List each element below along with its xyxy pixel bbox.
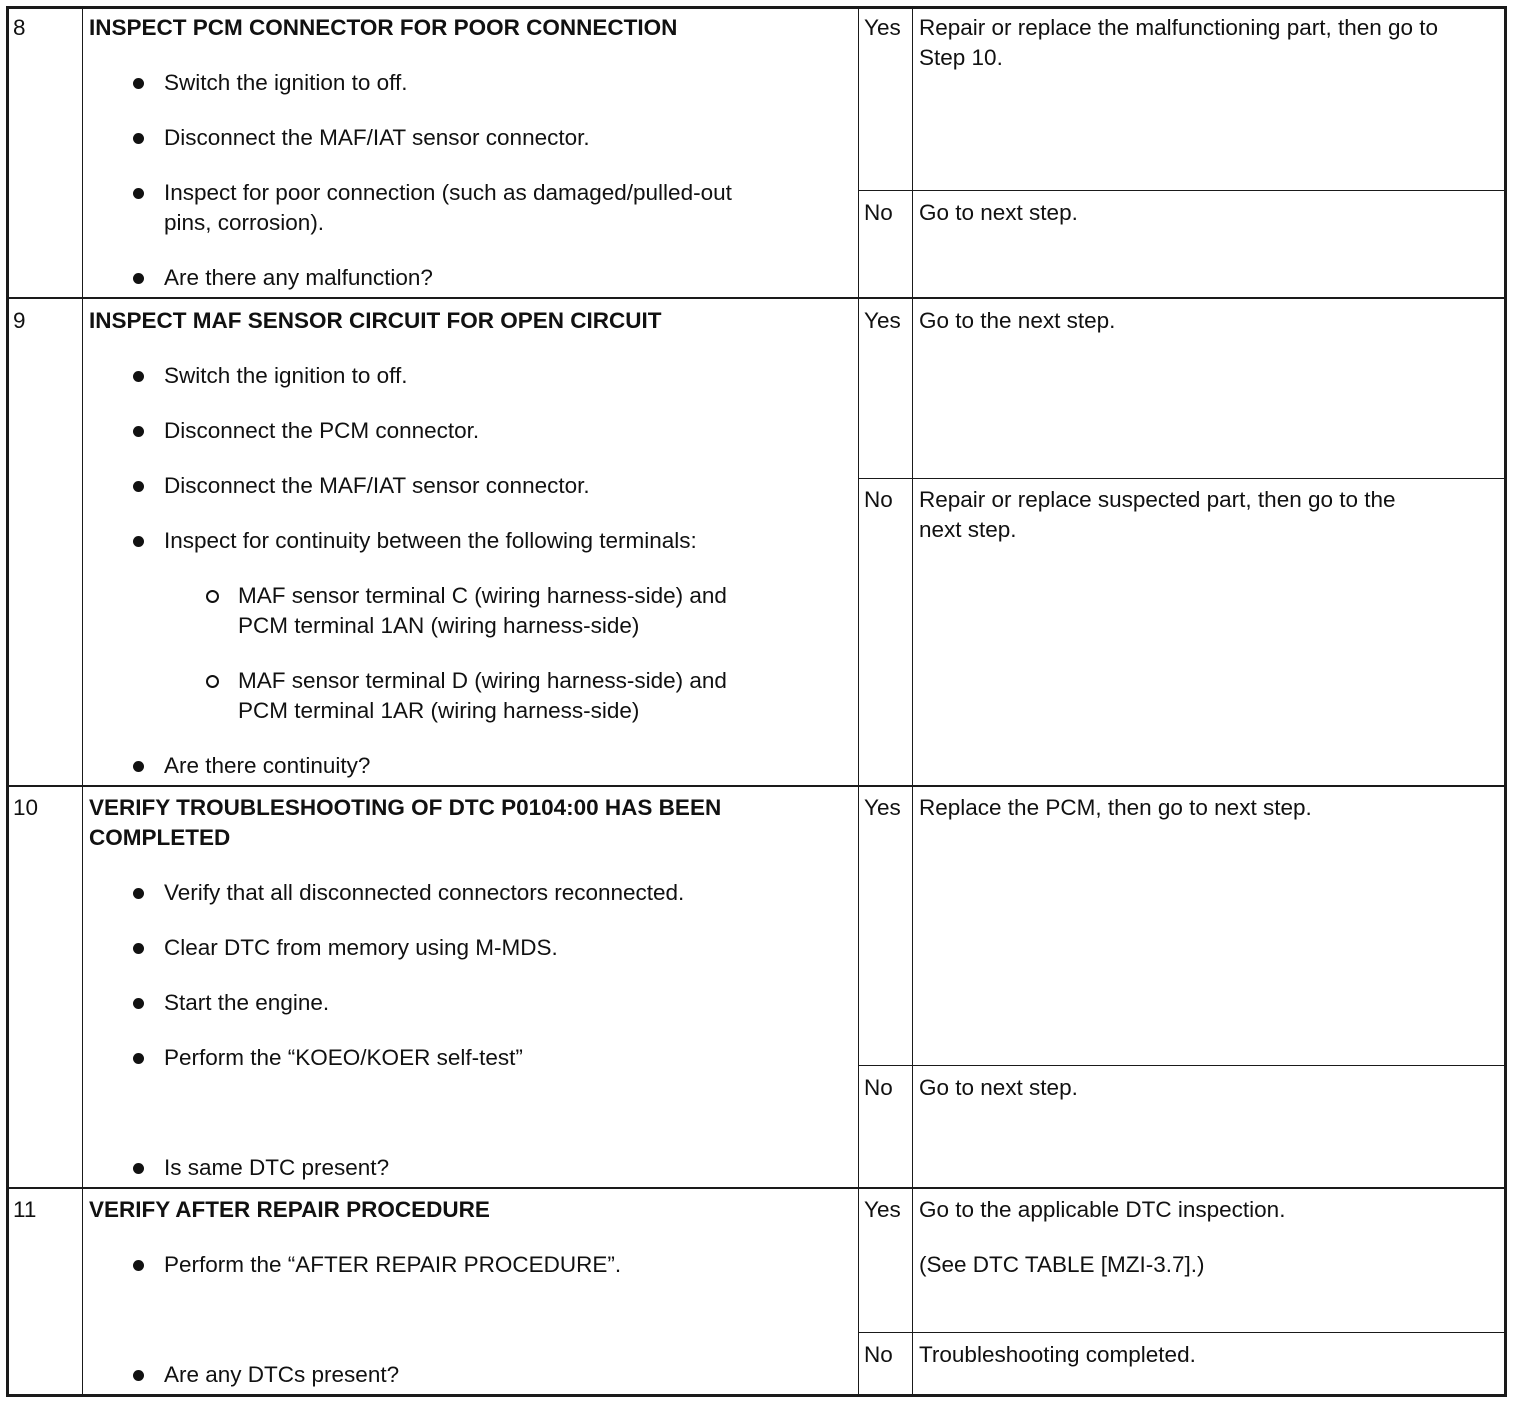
- bullet-icon: [133, 1260, 144, 1271]
- step-item: Are any DTCs present?: [164, 1362, 400, 1387]
- yes-no-divider-9: [858, 478, 1504, 479]
- bullet-icon: [133, 426, 144, 437]
- step-item: Verify that all disconnected connectors reconnected.: [164, 880, 685, 905]
- bullet-icon: [133, 998, 144, 1009]
- step-title: VERIFY AFTER REPAIR PROCEDURE: [89, 1197, 490, 1222]
- bullet-icon: [133, 78, 144, 89]
- no-action: Troubleshooting completed.: [919, 1342, 1196, 1367]
- step-number: 10: [13, 795, 39, 820]
- no-action: Go to next step.: [919, 1075, 1078, 1100]
- step-title: VERIFY TROUBLESHOOTING OF DTC P0104:00 HAS BEEN: [89, 795, 722, 820]
- step-number: 11: [13, 1197, 37, 1222]
- yes-action: Replace the PCM, then go to next step.: [919, 795, 1312, 820]
- yes-action: Go to the applicable DTC inspection.: [919, 1197, 1286, 1222]
- bullet-icon: [133, 943, 144, 954]
- bullet-icon: [133, 1163, 144, 1174]
- step-item: Are there continuity?: [164, 753, 371, 778]
- yes-label: Yes: [864, 15, 901, 40]
- step-item: Disconnect the PCM connector.: [164, 418, 480, 443]
- step-number: 9: [13, 308, 26, 333]
- no-action: Repair or replace suspected part, then go to the: [919, 487, 1396, 512]
- step-item: Clear DTC from memory using M-MDS.: [164, 935, 558, 960]
- row-divider-10-11: [9, 1187, 1504, 1189]
- bullet-icon: [133, 273, 144, 284]
- sub-bullet-icon: [206, 675, 219, 688]
- step-subitem: MAF sensor terminal C (wiring harness-side) and: [238, 583, 727, 608]
- yes-action-reference: (See DTC TABLE [MZI-3.7].): [919, 1252, 1205, 1277]
- yes-label: Yes: [864, 1197, 901, 1222]
- step-item: Switch the ignition to off.: [164, 363, 408, 388]
- step-subitem: MAF sensor terminal D (wiring harness-side) and: [238, 668, 727, 693]
- step-item: Switch the ignition to off.: [164, 70, 408, 95]
- step-item: Disconnect the MAF/IAT sensor connector.: [164, 473, 590, 498]
- step-item: Start the engine.: [164, 990, 330, 1015]
- bullet-icon: [133, 888, 144, 899]
- yes-action-continued: Step 10.: [919, 45, 1003, 70]
- yes-no-divider-8: [858, 190, 1504, 191]
- step-number: 8: [13, 15, 26, 40]
- no-label: No: [864, 1075, 893, 1100]
- yes-label: Yes: [864, 308, 901, 333]
- yes-no-divider-10: [858, 1065, 1504, 1066]
- bullet-icon: [133, 761, 144, 772]
- step-item: Is same DTC present?: [164, 1155, 390, 1180]
- step-item: Perform the “KOEO/KOER self-test”: [164, 1045, 523, 1070]
- step-item: Perform the “AFTER REPAIR PROCEDURE”.: [164, 1252, 622, 1277]
- bullet-icon: [133, 536, 144, 547]
- step-subitem-continued: PCM terminal 1AR (wiring harness-side): [238, 698, 640, 723]
- no-action-continued: next step.: [919, 517, 1017, 542]
- row-divider-8-9: [9, 297, 1504, 299]
- step-item-continued: pins, corrosion).: [164, 210, 325, 235]
- no-label: No: [864, 1342, 893, 1367]
- step-item: Inspect for continuity between the following terminals:: [164, 528, 697, 553]
- bullet-icon: [133, 188, 144, 199]
- no-label: No: [864, 487, 893, 512]
- yes-no-divider-11: [858, 1332, 1504, 1333]
- step-title-continued: COMPLETED: [89, 825, 231, 850]
- bullet-icon: [133, 1053, 144, 1064]
- step-title: INSPECT PCM CONNECTOR FOR POOR CONNECTION: [89, 15, 678, 40]
- bullet-icon: [133, 1370, 144, 1381]
- yes-label: Yes: [864, 795, 901, 820]
- yes-action: Repair or replace the malfunctioning part, then go to: [919, 15, 1439, 40]
- yes-action: Go to the next step.: [919, 308, 1116, 333]
- no-label: No: [864, 200, 893, 225]
- no-action: Go to next step.: [919, 200, 1078, 225]
- step-item: Are there any malfunction?: [164, 265, 433, 290]
- row-divider-9-10: [9, 785, 1504, 787]
- bullet-icon: [133, 481, 144, 492]
- bullet-icon: [133, 371, 144, 382]
- step-subitem-continued: PCM terminal 1AN (wiring harness-side): [238, 613, 640, 638]
- bullet-icon: [133, 133, 144, 144]
- step-item: Inspect for poor connection (such as damaged/pulled-out: [164, 180, 732, 205]
- step-title: INSPECT MAF SENSOR CIRCUIT FOR OPEN CIRCUIT: [89, 308, 662, 333]
- sub-bullet-icon: [206, 590, 219, 603]
- step-item: Disconnect the MAF/IAT sensor connector.: [164, 125, 590, 150]
